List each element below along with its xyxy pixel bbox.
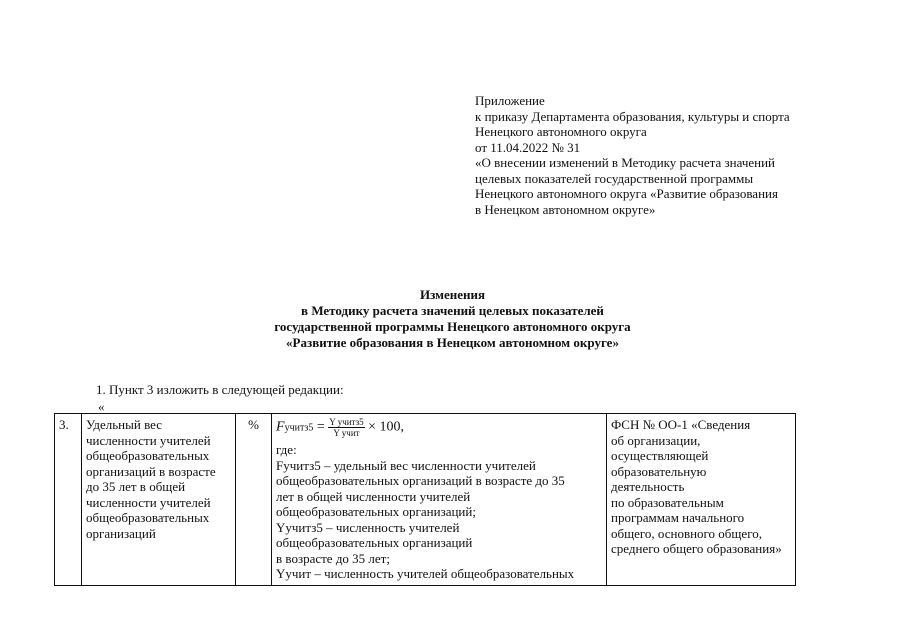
formula-numerator: Y учитз5 <box>329 417 364 427</box>
item-text: 1. Пункт 3 изложить в следующей редакции: <box>96 382 344 397</box>
cell-calculation <box>272 414 607 586</box>
cell-unit: % <box>236 414 272 586</box>
source-line: общего, основного общего, <box>611 525 762 541</box>
title-line: Изменения <box>419 287 486 302</box>
title-line: «Развитие образования в Ненецком автономном округе» <box>286 335 619 350</box>
source-line: среднего общего образования» <box>611 541 782 556</box>
formula-fraction <box>328 417 364 438</box>
desc-line: общеобразовательных организаций в возрасте до 35 <box>276 473 565 488</box>
source-line: ФСН № ОО-1 «Сведения <box>611 417 751 432</box>
appendix-line: Ненецкого автономного округа <box>475 124 647 139</box>
desc-line: Yучит – численность учителей общеобразовательных <box>276 566 575 581</box>
title-line: государственной программы Ненецкого автономного округа <box>274 319 631 334</box>
where-label: где: <box>276 442 297 457</box>
source-line: по образовательным <box>611 494 724 510</box>
cell-number: 3. <box>55 414 82 586</box>
name-line: общеобразовательных <box>86 510 210 525</box>
name-line: численности учителей <box>86 494 211 510</box>
cell-data-source <box>607 414 796 586</box>
indicator-table <box>54 413 796 586</box>
title-line: в Методику расчета значений целевых показателей <box>301 303 604 318</box>
desc-line: Fучитз5 – удельный вес численности учителей <box>276 457 536 473</box>
document-title <box>0 287 905 351</box>
formula-rhs: × 100, <box>368 419 405 435</box>
formula-lhs-sub: учитз5 <box>284 422 314 434</box>
appendix-line: к приказу Департамента образования, культуры и спорта <box>475 108 790 124</box>
appendix-line: Ненецкого автономного округа «Развитие образования <box>475 186 778 201</box>
formula-denominator: Y учит <box>333 428 360 438</box>
appendix-line: Приложение <box>475 93 545 108</box>
name-line: до 35 лет в общей <box>86 479 186 494</box>
appendix-line: в Ненецком автономном округе» <box>475 201 656 217</box>
cell-indicator-name <box>82 414 236 586</box>
name-line: общеобразовательных <box>86 448 210 463</box>
opening-quote: « <box>98 399 105 414</box>
table-row <box>55 414 796 586</box>
name-line: численности учителей <box>86 432 211 448</box>
desc-line: в возрасте до 35 лет; <box>276 550 390 566</box>
appendix-line: целевых показателей государственной программы <box>475 170 754 186</box>
formula <box>276 417 602 438</box>
appendix-line: «О внесении изменений в Методику расчета значений <box>475 155 776 170</box>
desc-line: Yучитз5 – численность учителей <box>276 519 460 535</box>
appendix-line: от 11.04.2022 № 31 <box>475 139 581 155</box>
appendix-header <box>475 93 875 217</box>
name-line: организаций в возрасте <box>86 463 216 479</box>
source-line: осуществляющей <box>611 448 709 463</box>
formula-eq: = <box>313 419 329 435</box>
source-line: деятельность <box>611 479 685 494</box>
desc-line: общеобразовательных организаций <box>276 535 473 550</box>
source-line: программам начального <box>611 510 745 525</box>
desc-line: общеобразовательных организаций; <box>276 504 476 519</box>
formula-lhs: F <box>276 419 285 435</box>
source-line: образовательную <box>611 463 707 479</box>
name-line: организаций <box>86 525 156 541</box>
name-line: Удельный вес <box>86 417 163 432</box>
desc-line: лет в общей численности учителей <box>276 488 471 504</box>
source-line: об организации, <box>611 432 701 448</box>
